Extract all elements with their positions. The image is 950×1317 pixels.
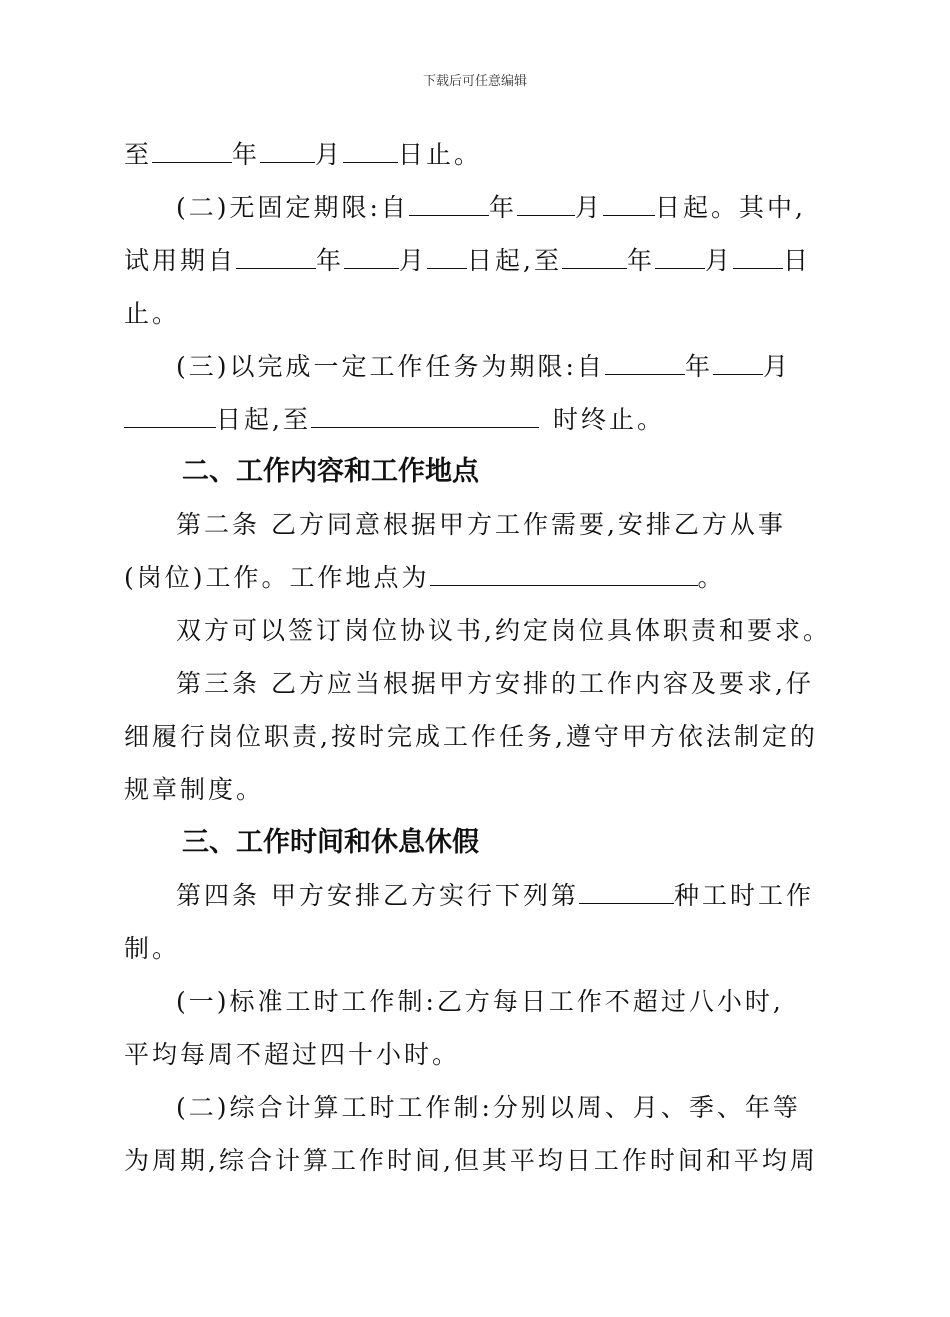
blank-day[interactable] xyxy=(733,246,783,269)
text-line: 第三条 乙方应当根据甲方安排的工作内容及要求,仔 xyxy=(176,669,814,698)
text-line: 平均每周不超过四十小时。 xyxy=(124,1040,461,1069)
blank-day[interactable] xyxy=(603,193,655,216)
text: 。 xyxy=(697,563,726,592)
no-fixed-term-line xyxy=(176,193,806,223)
blank-year[interactable] xyxy=(236,246,316,269)
blank-month[interactable] xyxy=(344,246,399,269)
text: (三)以完成一定工作任务为期限:自 xyxy=(176,352,605,381)
text: 时终止。 xyxy=(552,405,665,434)
text: 月 xyxy=(399,246,428,275)
text: 日止。 xyxy=(398,140,483,169)
blank-year[interactable] xyxy=(562,246,627,269)
text-line: (二)综合计算工时工作制:分别以周、月、季、年等 xyxy=(176,1093,801,1122)
text-line: 为周期,综合计算工作时间,但其平均日工作时间和平均周 xyxy=(124,1146,818,1175)
text: 月 xyxy=(574,193,603,222)
text-line: 规章制度。 xyxy=(124,775,265,804)
text: 第四条 甲方安排乙方实行下列第 xyxy=(176,881,579,910)
text-line: 第二条 乙方同意根据甲方工作需要,安排乙方从事 xyxy=(176,510,786,539)
probation-line xyxy=(124,246,811,276)
term-end-line xyxy=(124,140,482,170)
blank-year[interactable] xyxy=(152,140,232,163)
text: (二)无固定期限:自 xyxy=(176,193,409,222)
text: (岗位)工作。工作地点为 xyxy=(124,563,430,592)
text: 年 xyxy=(627,246,656,275)
text: 年 xyxy=(684,352,713,381)
blank-day[interactable] xyxy=(427,246,467,269)
task-term-line-2 xyxy=(124,405,665,435)
text: 日起,至 xyxy=(216,405,311,434)
work-location-line xyxy=(124,563,726,593)
blank-year[interactable] xyxy=(605,352,685,375)
text: 日起,至 xyxy=(467,246,562,275)
task-term-line xyxy=(176,352,791,382)
blank-day[interactable] xyxy=(343,140,398,163)
blank-task[interactable] xyxy=(311,405,539,428)
text: 月 xyxy=(762,352,791,381)
blank-month[interactable] xyxy=(655,246,705,269)
blank-type[interactable] xyxy=(579,881,674,904)
text-line: 双方可以签订岗位协议书,约定岗位具体职责和要求。 xyxy=(176,616,831,645)
text-line: (一)标准工时工作制:乙方每日工作不超过八小时, xyxy=(176,987,784,1016)
text: 种工时工作 xyxy=(673,881,814,910)
text: 年 xyxy=(232,140,261,169)
blank-month[interactable] xyxy=(260,140,315,163)
page-header: 下载后可任意编辑 xyxy=(422,74,527,89)
blank-month[interactable] xyxy=(713,352,763,375)
text: 月 xyxy=(315,140,344,169)
work-hours-line xyxy=(176,881,814,911)
text: 至 xyxy=(124,140,153,169)
text-line: 细履行岗位职责,按时完成工作任务,遵守甲方依法制定的 xyxy=(124,722,818,751)
text-line: 止。 xyxy=(124,299,181,328)
section-heading: 二、工作内容和工作地点 xyxy=(182,456,479,487)
text: 试用期自 xyxy=(124,246,237,275)
section-heading: 三、工作时间和休息休假 xyxy=(182,827,479,858)
text: 日起。其中, xyxy=(654,193,806,222)
blank-location[interactable] xyxy=(430,563,698,586)
text: 日 xyxy=(783,246,812,275)
blank-month[interactable] xyxy=(517,193,575,216)
blank-day[interactable] xyxy=(124,405,216,428)
text-line: 制。 xyxy=(124,934,181,963)
text: 月 xyxy=(705,246,734,275)
text: 年 xyxy=(488,193,517,222)
blank-year[interactable] xyxy=(409,193,489,216)
text: 年 xyxy=(316,246,345,275)
